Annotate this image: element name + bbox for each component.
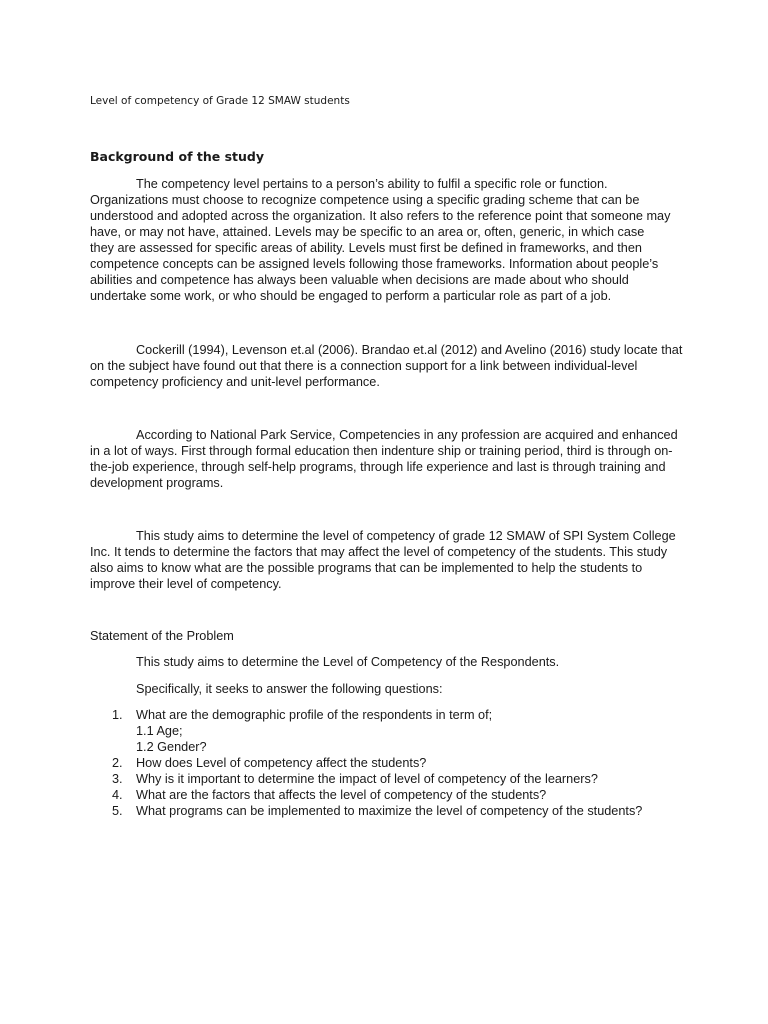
list-item-text: What programs can be implemented to maximize the level of competency of the students? <box>136 804 643 818</box>
paragraph-line: improve their level of competency. <box>90 577 282 591</box>
paragraph-line: also aims to know what are the possible programs that can be implemented to help the students to <box>90 561 643 575</box>
paragraph-line: Cockerill (1994), Levenson et.al (2006). Brandao et.al (2012) and Avelino (2016) study locate that <box>136 343 683 357</box>
list-item-number: 4. <box>112 788 123 802</box>
sub-item: 1.1 Age; <box>136 724 183 738</box>
paragraph-cockerill <box>90 342 690 390</box>
list-item <box>90 707 642 755</box>
list-item-number: 2. <box>112 756 123 770</box>
list-item-text: How does Level of competency affect the students? <box>136 756 427 770</box>
list-item-number: 5. <box>112 804 123 818</box>
paragraph-line: they are assessed for specific areas of ability. Levels must first be defined in frameworks, and then <box>90 241 642 255</box>
paragraph-line: on the subject have found out that there is a connection support for a link between individual-level <box>90 359 638 373</box>
list-item-text: What are the demographic profile of the respondents in term of; <box>136 708 493 722</box>
background-heading: Background of the study <box>90 149 264 164</box>
paragraph-line: development programs. <box>90 476 224 490</box>
paragraph-line: The competency level pertains to a person’s ability to fulfil a specific role or function. <box>136 177 608 191</box>
paragraph-line: competency proficiency and unit-level performance. <box>90 375 380 389</box>
paragraph-line: abilities and competence has always been valuable when decisions are made about who should <box>90 273 629 287</box>
paragraph-line: Organizations must choose to recognize competence using a specific grading scheme that can be <box>90 193 640 207</box>
paragraph-line: understood and adopted across the organization. It also refers to the reference point that someone may <box>90 209 671 223</box>
paragraph-national-park-service <box>90 427 690 491</box>
questions-list <box>90 707 642 819</box>
sub-item: 1.2 Gender? <box>136 740 207 754</box>
list-item-number: 3. <box>112 772 123 786</box>
problem-lead: Specifically, it seeks to answer the following questions: <box>136 682 443 696</box>
list-item <box>90 803 642 819</box>
list-item <box>90 771 642 787</box>
paragraph-line: According to National Park Service, Competencies in any profession are acquired and enhanced <box>136 428 678 442</box>
paragraph-line: undertake some work, or who should be engaged to perform a particular role as part of a job. <box>90 289 612 303</box>
paragraph-study-aims <box>90 528 690 592</box>
paragraph-competency-level <box>90 176 690 304</box>
list-item-text: Why is it important to determine the impact of level of competency of the learners? <box>136 772 598 786</box>
paragraph-line: the-job experience, through self-help programs, through life experience and last is through training and <box>90 460 666 474</box>
paragraph-line: This study aims to determine the level of competency of grade 12 SMAW of SPI System College <box>136 529 676 543</box>
document-title: Level of competency of Grade 12 SMAW students <box>90 95 350 107</box>
paragraph-line: competence concepts can be assigned levels following those frameworks. Information about people’s <box>90 257 659 271</box>
paragraph-line: Inc. It tends to determine the factors that may affect the level of competency of the students. This study <box>90 545 668 559</box>
list-item-number: 1. <box>112 708 123 722</box>
list-item-text: What are the factors that affects the level of competency of the students? <box>136 788 547 802</box>
list-item <box>90 787 642 803</box>
problem-heading: Statement of the Problem <box>90 629 234 643</box>
paragraph-line: have, or may not have, attained. Levels may be specific to an area or, often, generic, in which case <box>90 225 645 239</box>
problem-intro: This study aims to determine the Level of Competency of the Respondents. <box>136 655 560 669</box>
paragraph-line: in a lot of ways. First through formal education then indenture ship or training period, third is through on- <box>90 444 673 458</box>
list-item <box>90 755 642 771</box>
